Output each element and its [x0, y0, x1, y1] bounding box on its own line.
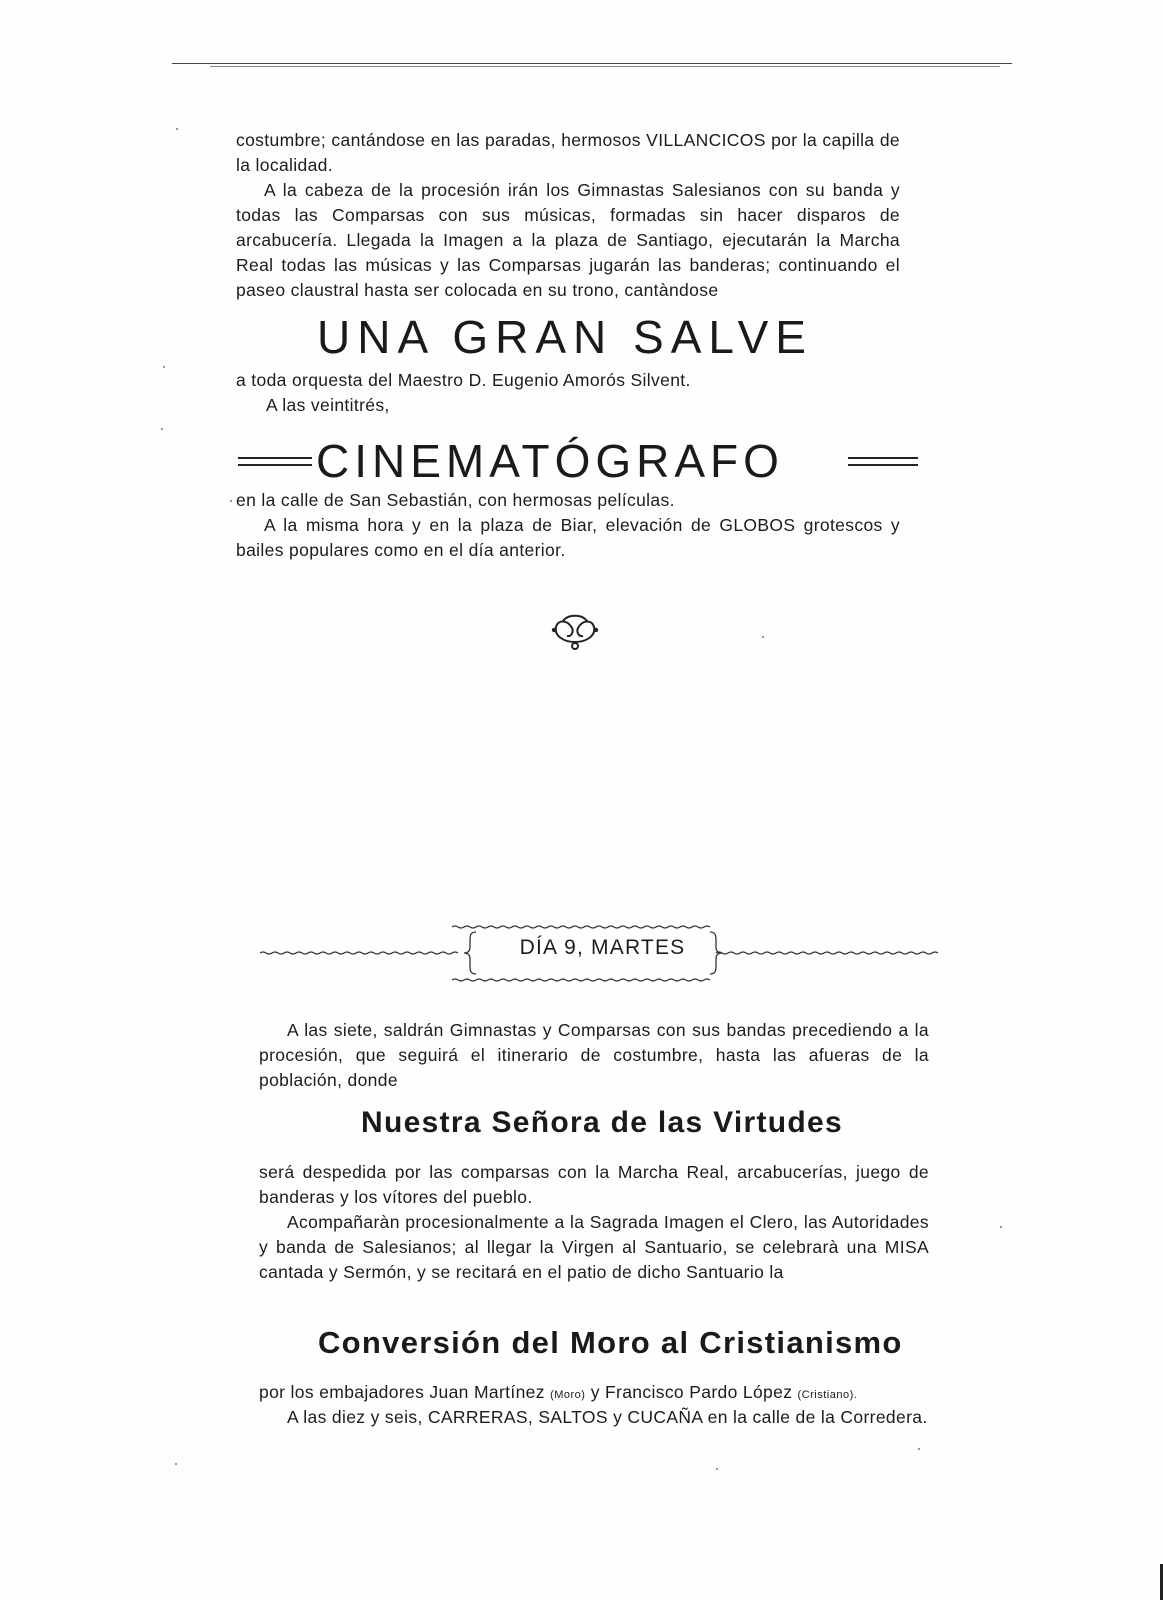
heading-conversion: Conversión del Moro al Cristianismo — [318, 1325, 903, 1360]
paragraph-acompanaran: Acompañaràn procesionalmente a la Sagrada Imagen el Clero, las Autoridades y banda de Salesianos; al llegar la Virgen al Santuario, se celebrarà una MISA cantada y Sermón, y se recitará en el patio de dicho Santuario la — [259, 1212, 929, 1282]
note-moro: (Moro) — [550, 1389, 586, 1401]
paragraph-embajadores — [259, 1380, 949, 1408]
top-rule-secondary — [210, 66, 1000, 67]
scan-speck — [176, 128, 178, 130]
scan-speck — [918, 1448, 920, 1450]
paragraph-orquesta: a toda orquesta del Maestro D. Eugenio Amorós Silvent. — [236, 370, 691, 390]
scan-speck — [161, 428, 163, 430]
fleuron-ornament-icon — [550, 612, 600, 652]
heading-nuestra-senora: Nuestra Señora de las Virtudes — [361, 1106, 843, 1139]
top-rule — [172, 63, 1012, 64]
paragraph-globos: A la misma hora y en la plaza de Biar, elevación de GLOBOS grotescos y bailes populares como en el día anterior. — [236, 515, 900, 560]
heading-cinematografo: CINEMATÓGRAFO — [316, 435, 784, 487]
double-dash-right — [848, 457, 918, 466]
embajadores-text-start: por los embajadores Juan Martínez — [259, 1382, 545, 1402]
scan-speck — [716, 1468, 718, 1470]
heading-cinematografo-block — [238, 432, 918, 494]
paragraph-siete: A las siete, saldrán Gimnastas y Comparsas con sus bandas precediendo a la procesión, que seguirá el itinerario de costumbre, hasta las afueras de la población, donde — [259, 1020, 929, 1090]
scan-speck — [175, 1463, 177, 1465]
embajadores-text-mid: y Francisco Pardo López — [590, 1382, 793, 1402]
scan-speck — [1000, 1226, 1002, 1228]
scan-speck — [762, 636, 764, 638]
scan-speck — [163, 366, 165, 368]
paragraph-veintitres: A las veintitrés, — [266, 395, 390, 415]
double-dash-left — [238, 457, 312, 466]
heading-gran-salve: UNA GRAN SALVE — [317, 311, 813, 363]
day-banner — [260, 918, 940, 988]
day-title: DÍA 9, MARTES — [519, 936, 686, 959]
paragraph-procesion: A la cabeza de la procesión irán los Gimnastas Salesianos con su banda y todas las Comparsas con sus músicas, formadas sin hacer disparos de arcabucería. Llegada la Imagen a la plaza de Santiago, ejecutarán la Marcha Real todas las músicas y las Comparsas jugarán las banderas; continuando el paseo claustral hasta ser colocada en su trono, cantàndose — [236, 180, 900, 300]
paragraph-despedida: será despedida por las comparsas con la Marcha Real, arcabucerías, juego de banderas y los vítores del pueblo. — [259, 1162, 929, 1207]
paragraph-costumbre: costumbre; cantándose en las paradas, hermosos VILLANCICOS por la capilla de la localidad. — [236, 130, 900, 175]
paragraph-calle-san-sebastian: en la calle de San Sebastián, con hermosas películas. — [236, 490, 675, 510]
scan-speck — [230, 500, 232, 502]
paragraph-carreras: A las diez y seis, CARRERAS, SALTOS y CUCAÑA en la calle de la Corredera. — [287, 1407, 928, 1427]
note-cristiano: (Cristiano). — [797, 1389, 858, 1401]
